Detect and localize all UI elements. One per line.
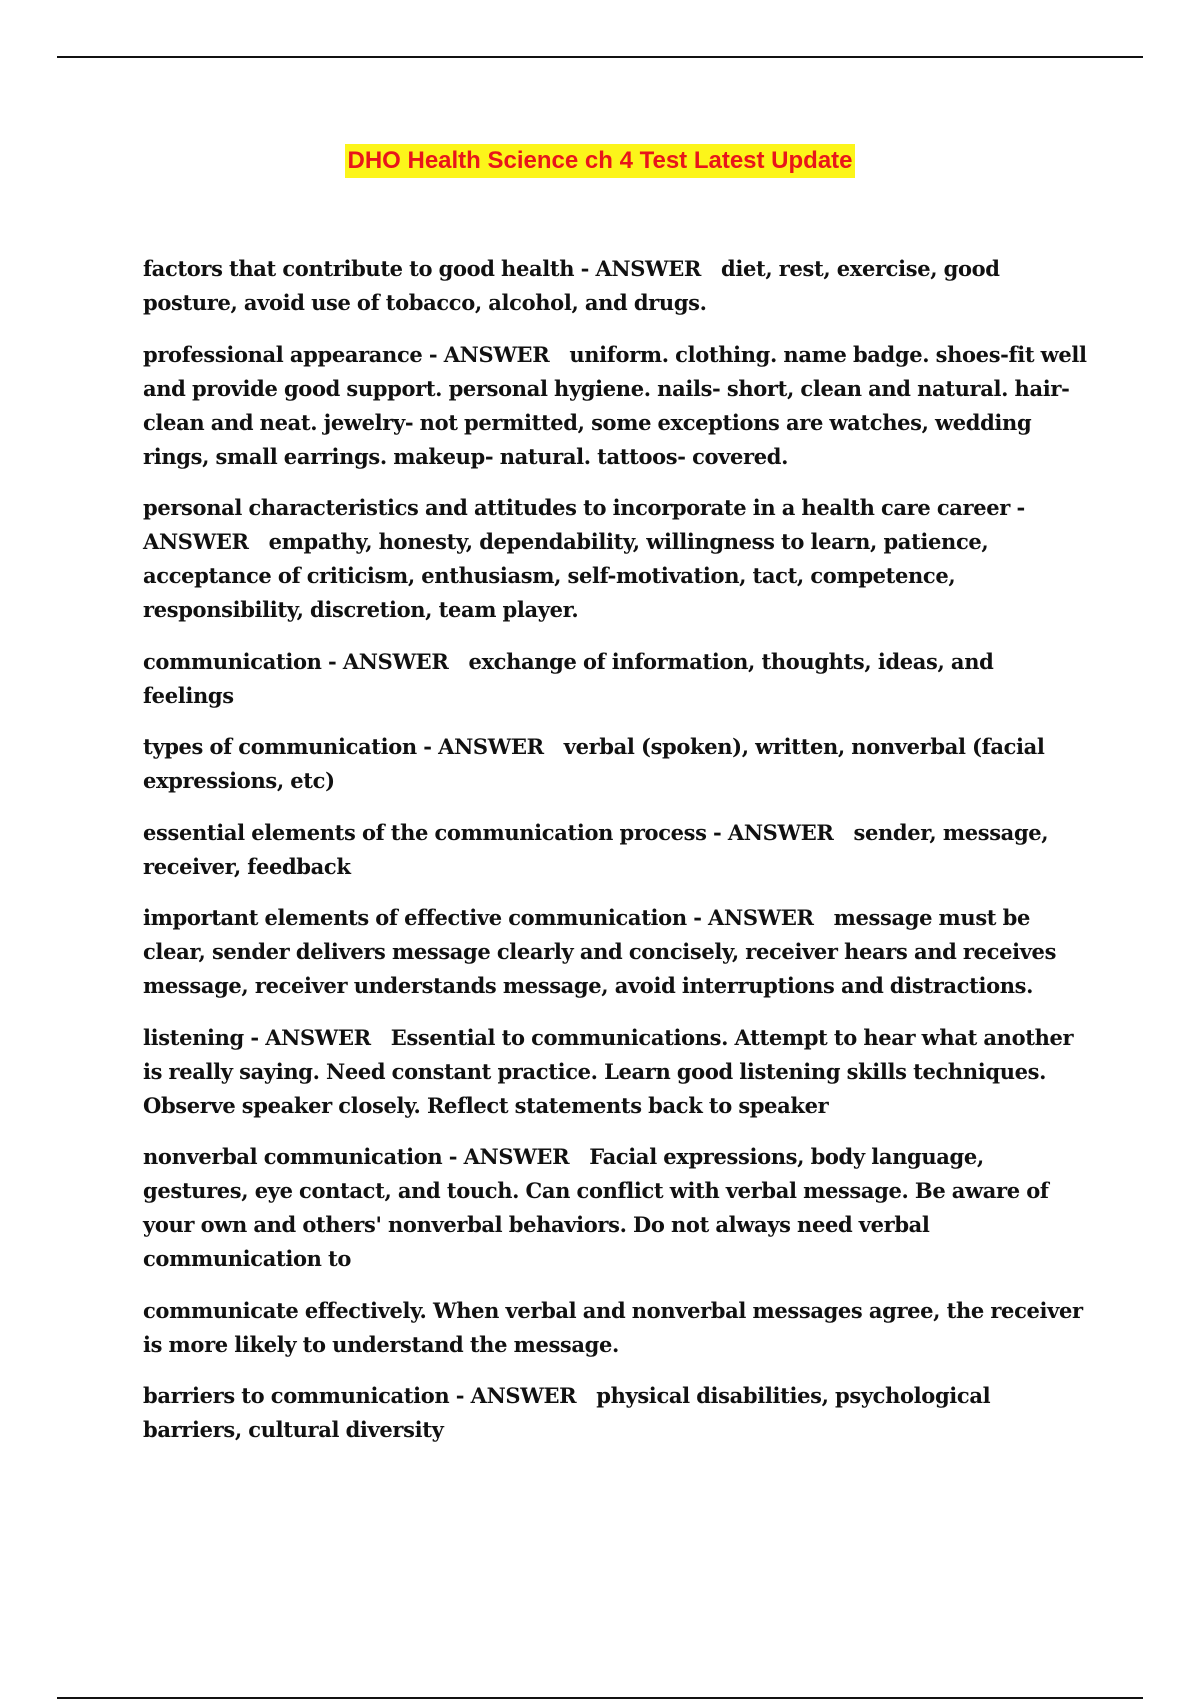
qa-entry: barriers to communication - ANSWER physical disabilities, psychological barriers, cultural diversity bbox=[143, 1383, 991, 1442]
qa-answer: physical disabilities, psychological barriers, cultural diversity bbox=[143, 1383, 991, 1442]
qa-entry: types of communication - ANSWER verbal (spoken), written, nonverbal (facial expressions, etc) bbox=[143, 734, 1045, 793]
qa-answer: exchange of information, thoughts, ideas, and feelings bbox=[143, 648, 994, 708]
qa-answer: Essential to communications. Attempt to hear what another is really saying. Need constant practice. Learn good listening skills techniques. Observe speaker closely. Reflect statements back to speaker bbox=[143, 1024, 1074, 1118]
qa-entry: factors that contribute to good health - ANSWER diet, rest, exercise, good posture, avoid use of tobacco, alcohol, and drugs. bbox=[143, 256, 1000, 315]
page-top-rule bbox=[57, 56, 1143, 58]
qa-answer: empathy, honesty, dependability, willingness to learn, patience, acceptance of criticism, enthusiasm, self-motivation, tact, competence, responsibility, discretion, team player. bbox=[143, 529, 989, 622]
qa-answer: message must be clear, sender delivers message clearly and concisely, receiver hears and receives message, receiver understands message, avoid interruptions and distractions. bbox=[143, 905, 1057, 998]
qa-term: important elements of effective communication bbox=[143, 905, 687, 930]
qa-entry: personal characteristics and attitudes to incorporate in a health care career - ANSWER empathy, honesty, dependability, willingness to learn, patience, acceptance of criticism, enthusiasm, self-motivation, tact, competence, responsibility, discretion, team player. bbox=[143, 495, 1025, 622]
qa-term: personal characteristics and attitudes to incorporate in a health care career bbox=[143, 495, 1010, 520]
title-container bbox=[0, 144, 1200, 178]
answer-label: ANSWER bbox=[470, 1383, 577, 1408]
qa-entry: nonverbal communication - ANSWER Facial expressions, body language, gestures, eye contact, and touch. Can conflict with verbal message. Be aware of your own and others' nonverbal behaviors. Do not always need verbal communication to bbox=[143, 1144, 1049, 1271]
qa-answer: Facial expressions, body language, gestures, eye contact, and touch. Can conflict with verbal message. Be aware of your own and others' nonverbal behaviors. Do not always need verbal communication to bbox=[143, 1144, 1049, 1271]
qa-entry: listening - ANSWER Essential to communications. Attempt to hear what another is really saying. Need constant practice. Learn good listening skills techniques. Observe speaker closely. Reflect statements back to speaker bbox=[143, 1024, 1074, 1118]
qa-continuation: communicate effectively. When verbal and nonverbal messages agree, the receiver is more likely to understand the message. bbox=[143, 1297, 1083, 1357]
qa-term: communication bbox=[143, 648, 322, 674]
qa-term: nonverbal communication bbox=[143, 1144, 443, 1169]
qa-entry: essential elements of the communication process - ANSWER sender, message, receiver, feedback bbox=[143, 819, 1049, 879]
qa-term: types of communication bbox=[143, 734, 417, 759]
answer-label: ANSWER bbox=[595, 256, 702, 281]
answer-label: ANSWER bbox=[265, 1024, 371, 1050]
qa-list bbox=[143, 252, 1088, 1465]
qa-term: listening bbox=[143, 1024, 244, 1050]
qa-answer: verbal (spoken), written, nonverbal (facial expressions, etc) bbox=[143, 734, 1045, 793]
qa-term: barriers to communication bbox=[143, 1383, 450, 1408]
qa-term: professional appearance bbox=[143, 341, 423, 367]
document-title: DHO Health Science ch 4 Test Latest Update bbox=[345, 144, 854, 178]
answer-label: ANSWER bbox=[727, 819, 834, 845]
answer-label: ANSWER bbox=[443, 341, 550, 367]
answer-label: ANSWER bbox=[463, 1144, 570, 1169]
answer-label: ANSWER bbox=[438, 734, 544, 759]
qa-entry: communication - ANSWER exchange of information, thoughts, ideas, and feelings bbox=[143, 648, 994, 708]
page-bottom-rule bbox=[57, 1697, 1143, 1699]
qa-answer: sender, message, receiver, feedback bbox=[143, 819, 1049, 879]
answer-label: ANSWER bbox=[342, 648, 449, 674]
qa-entry: important elements of effective communication - ANSWER message must be clear, sender delivers message clearly and concisely, receiver hears and receives message, receiver understands message, avoid interruptions and distractions. bbox=[143, 905, 1057, 998]
qa-answer: diet, rest, exercise, good posture, avoid use of tobacco, alcohol, and drugs. bbox=[143, 256, 1000, 315]
qa-term: essential elements of the communication process bbox=[143, 819, 707, 845]
qa-term: factors that contribute to good health bbox=[143, 256, 575, 281]
qa-answer: uniform. clothing. name badge. shoes-fit well and provide good support. personal hygiene. nails- short, clean and natural. hair- clean and neat. jewelry- not permitted, some exceptions are watches, wedding rings, small earrings. makeup- natural. tattoos- covered. bbox=[143, 341, 1087, 469]
answer-label: ANSWER bbox=[708, 905, 814, 930]
answer-label: ANSWER bbox=[143, 529, 249, 554]
qa-entry: professional appearance - ANSWER uniform. clothing. name badge. shoes-fit well and provide good support. personal hygiene. nails- short, clean and natural. hair- clean and neat. jewelry- not permitted, some exceptions are watches, wedding rings, small earrings. makeup- natural. tattoos- covered. bbox=[143, 341, 1087, 469]
